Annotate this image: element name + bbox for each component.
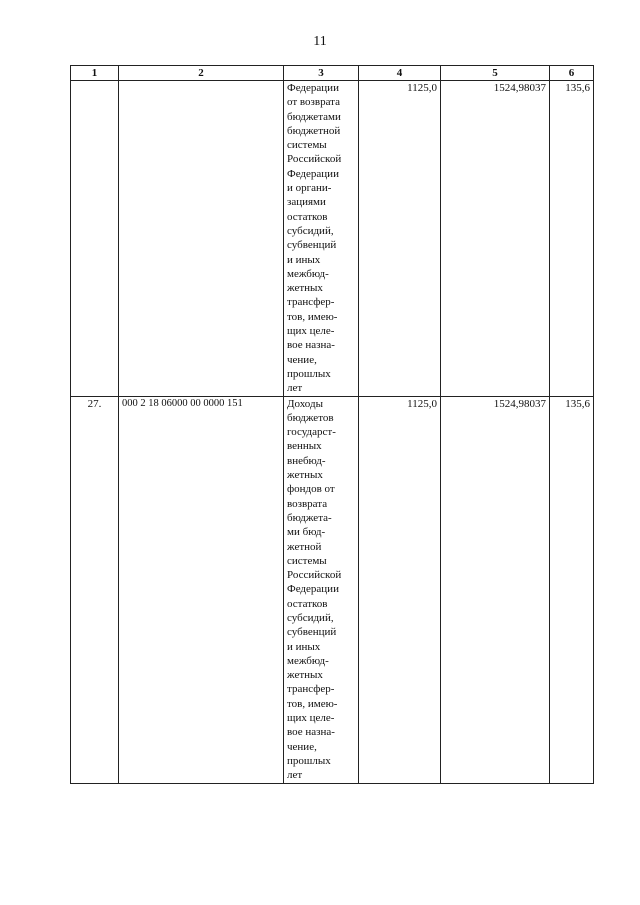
table-row (71, 396, 594, 783)
row-name-line: внебюд- (287, 454, 326, 467)
column-header-1: 1 (71, 66, 119, 81)
row-name-line: тов, имею- (287, 310, 338, 323)
row-name-line: бюджетами (287, 110, 341, 123)
row-name-line: зациями (287, 196, 326, 209)
row-name-line: Российской (287, 569, 342, 582)
row-name-line: вое назна- (287, 726, 335, 739)
row-name-line: системы (287, 554, 327, 567)
row-name-line: прошлых (287, 367, 331, 380)
row-name-line: бюджетов (287, 411, 334, 424)
row-name-line: чение, (287, 740, 317, 753)
row-name-line: тов, имею- (287, 697, 338, 710)
row-name-line: Федерации (287, 82, 339, 94)
row-code: 000 2 18 06000 00 0000 151 (119, 396, 284, 783)
row-index (71, 81, 119, 397)
row-name-line: щих целе- (287, 712, 335, 725)
row-name-line: от возврата (287, 96, 340, 109)
row-name-line: государст- (287, 426, 336, 439)
column-header-4: 4 (359, 66, 441, 81)
row-name-line: субсидий, (287, 611, 334, 624)
row-col4-value: 1125,0 (359, 396, 441, 783)
row-name-line: лет (287, 769, 303, 782)
row-col4-value: 1125,0 (359, 81, 441, 397)
row-name-line: жетных (287, 282, 323, 295)
row-name-line: субвенций (287, 239, 337, 252)
page-number: 11 (313, 34, 327, 49)
row-name-line: субвенций (287, 626, 337, 639)
row-name-line: жетной (287, 540, 322, 553)
row-name-line: трансфер- (287, 296, 335, 309)
row-name-line: вое назна- (287, 339, 335, 352)
row-name-line: и иных (287, 253, 321, 266)
row-name-line: Российской (287, 153, 342, 166)
row-name-line: и иных (287, 640, 321, 653)
row-name-line: остатков (287, 597, 328, 610)
budget-table (70, 65, 594, 784)
row-name-line: субсидий, (287, 224, 334, 237)
row-name-line: лет (287, 382, 303, 395)
row-name-line: ми бюд- (287, 526, 326, 539)
column-header-2: 2 (119, 66, 284, 81)
row-name-line: межбюд- (287, 654, 329, 667)
row-col5-value: 1524,98037 (441, 396, 550, 783)
row-name-line: бюджетной (287, 124, 341, 137)
row-name-line: и органи- (287, 182, 332, 195)
column-header-6: 6 (550, 66, 594, 81)
row-name-line: Федерации (287, 583, 339, 596)
row-name-line: остатков (287, 210, 328, 223)
row-name (284, 396, 359, 783)
row-name (284, 81, 359, 397)
row-col5-value: 1524,98037 (441, 81, 550, 397)
table-row (71, 81, 594, 397)
row-name-line: межбюд- (287, 267, 329, 280)
row-name-line: Доходы (287, 397, 323, 410)
row-name-line: жетных (287, 469, 323, 482)
row-name-line: возврата (287, 497, 328, 510)
table-body (71, 81, 594, 784)
row-name-line: фондов от (287, 483, 335, 496)
column-header-5: 5 (441, 66, 550, 81)
row-name-line: прошлых (287, 754, 331, 767)
row-code (119, 81, 284, 397)
row-col6-value: 135,6 (550, 81, 594, 397)
row-name-line: чение, (287, 353, 317, 366)
row-name-line: венных (287, 440, 322, 453)
row-index: 27. (71, 396, 119, 783)
row-name-line: Федерации (287, 167, 339, 180)
table-header-row (71, 66, 594, 81)
row-col6-value: 135,6 (550, 396, 594, 783)
row-name-line: системы (287, 139, 327, 152)
row-name-line: бюджета- (287, 511, 332, 524)
row-name-line: жетных (287, 669, 323, 682)
column-header-3: 3 (284, 66, 359, 81)
row-name-line: щих целе- (287, 325, 335, 338)
row-name-line: трансфер- (287, 683, 335, 696)
